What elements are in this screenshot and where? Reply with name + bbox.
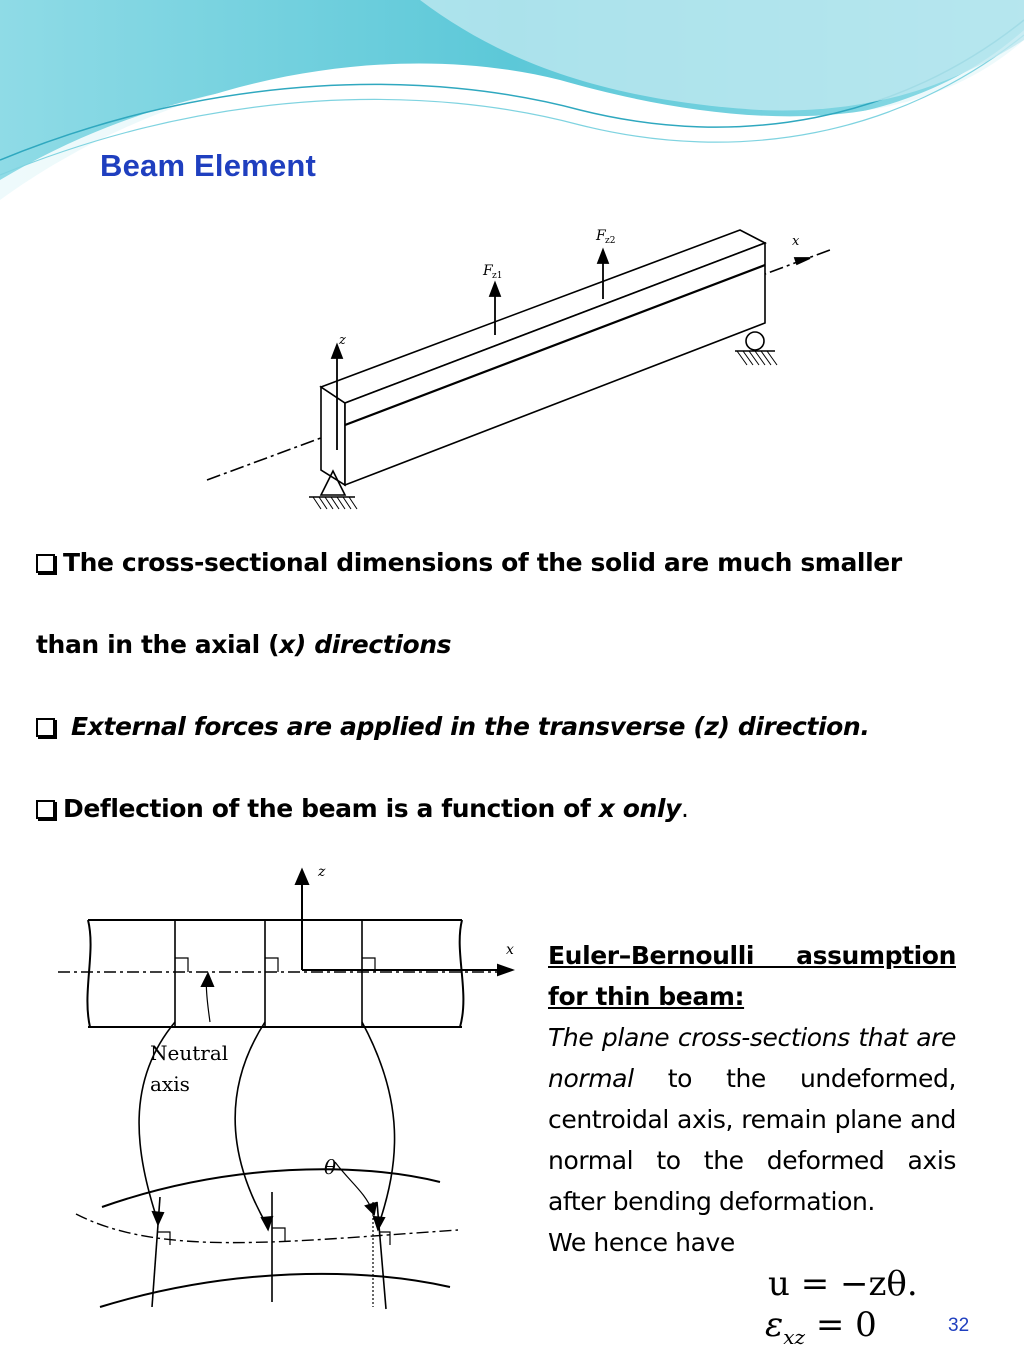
bullet-1-cont-prefix: than in the axial (	[36, 630, 280, 659]
top-x-label: x	[792, 234, 800, 249]
fz1-label: F	[483, 263, 493, 279]
bullet-2-text: External forces are applied in the transverse (z) direction.	[71, 712, 870, 741]
checkbox-bullet-icon	[36, 718, 55, 737]
bullet-1-cont-x: x	[279, 630, 295, 659]
theta-label: θ	[324, 1155, 337, 1179]
equation-strain-sub: xz	[783, 1324, 806, 1349]
fz2-sub-label: z2	[605, 236, 616, 246]
euler-bernoulli-text	[548, 935, 956, 1263]
bullet-2	[36, 712, 869, 741]
bullet-1	[36, 548, 902, 577]
bullet-3	[36, 794, 689, 823]
bullet-3-prefix: Deflection of the beam is a function of	[63, 794, 599, 823]
bottom-z-label: z	[318, 864, 326, 880]
bottom-x-label: x	[506, 942, 514, 958]
page-number: 32	[948, 1315, 970, 1336]
beam-deformation-figure	[30, 862, 550, 1327]
beam-3d-figure	[185, 205, 855, 523]
fz2-label: F	[596, 228, 606, 244]
fz1-sub-label: z1	[492, 271, 503, 281]
equation-strain-rhs: = 0	[805, 1305, 877, 1345]
checkbox-bullet-icon	[36, 800, 55, 819]
equation-u	[768, 1264, 918, 1304]
top-z-label: z	[339, 333, 346, 348]
euler-body-italic: The plane cross-sections that are normal	[548, 1023, 956, 1093]
bullet-1-continuation	[36, 630, 451, 659]
equation-strain-epsilon: ε	[765, 1305, 784, 1345]
checkbox-bullet-icon	[36, 554, 55, 573]
euler-hence: We hence have	[548, 1228, 735, 1257]
neutral-label: Neutral	[150, 1041, 229, 1065]
slide-title: Beam Element	[100, 148, 317, 183]
bullet-3-italic: x only	[598, 794, 682, 823]
equation-u-text: u = −zθ.	[768, 1264, 918, 1304]
bullet-1-text: The cross-sectional dimensions of the solid are much smaller	[63, 548, 902, 577]
equation-strain	[765, 1305, 877, 1349]
bullet-1-cont-suffix: ) directions	[294, 630, 452, 659]
axis-label: axis	[150, 1072, 190, 1096]
bullet-3-suffix: .	[681, 794, 689, 823]
euler-body-rest: to the undeformed, centroidal axis, remain plane and normal to the deformed axis after bending deformation.	[548, 1064, 956, 1216]
euler-heading: Euler–Bernoulli assumption for thin beam:	[548, 941, 956, 1011]
